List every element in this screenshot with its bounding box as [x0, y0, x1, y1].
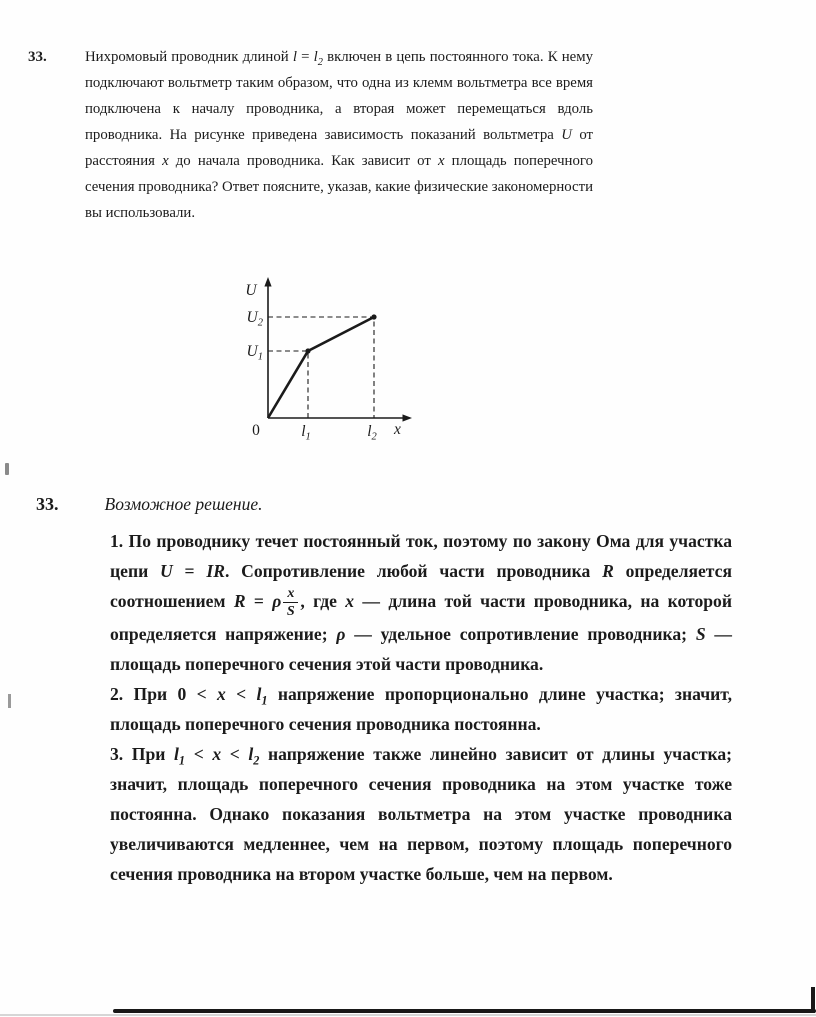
math-var-l: l: [292, 49, 297, 65]
problem-number: 33.: [28, 49, 47, 65]
data-point-l2-u2: [371, 314, 376, 319]
math-var-R: R: [233, 591, 246, 612]
solution-header: [36, 494, 263, 515]
text-run: — длина той части проводника, на которой определяется напряжение;: [110, 591, 732, 644]
math-var-x: x: [212, 743, 222, 764]
guide-u2-l2: [268, 317, 374, 418]
label-U: U: [245, 282, 257, 299]
text-run: напряжение пропорционально длине участка; значит, площадь поперечного сечения проводника постоянна.: [110, 683, 732, 734]
text-run: — площадь поперечного сечения этой части проводника.: [110, 623, 732, 674]
text-run: включен в цепь постоянного тока. К нему подключают вольтметр таким образом, что одна из клемм вольтметра все время подключена к началу проводника, а вторая может перемещаться вдоль проводника. На рисунке приведена зависимость показаний вольтметра: [85, 49, 593, 143]
data-point-l1-u1: [305, 348, 310, 353]
solution-paragraph-3: [110, 739, 732, 889]
text-run: до начала проводника. Как зависит от: [168, 153, 438, 169]
math-var-R: R: [602, 561, 614, 581]
solution-paragraph-2: [110, 679, 732, 739]
text-run: ,: [300, 591, 305, 612]
scan-edge-shadow: [0, 1014, 816, 1016]
text-run: Нихромовый проводник длиной: [85, 49, 293, 65]
label-origin: 0: [252, 422, 260, 439]
text-run: =: [296, 49, 314, 65]
math-var-x: x: [345, 591, 355, 612]
math-var-U: U: [561, 127, 572, 143]
solution-body: [110, 526, 732, 889]
text-run: =: [245, 591, 273, 612]
label-l1: $l_1$: [301, 423, 311, 443]
math-var-l2: l: [248, 743, 254, 764]
subscript: 2: [317, 56, 323, 68]
label-U2: $U_2$: [246, 309, 263, 329]
text-run: 2. При: [110, 683, 178, 704]
u-x-graph: [226, 276, 418, 444]
text-run: площадь поперечного сечения проводника? Ответ поясните, указав, какие физические закономерности вы использовали.: [85, 153, 593, 221]
subscript: 2: [253, 753, 260, 768]
label-U1: $U_1$: [246, 343, 263, 363]
math-var-x: x: [162, 153, 169, 169]
fraction-x-over-S: [283, 586, 298, 619]
y-axis-arrow-icon: [264, 277, 271, 287]
math-var-U: U: [160, 561, 173, 581]
math-var-x: x: [217, 683, 226, 704]
text-run: — удельное сопротивление проводника;: [345, 623, 696, 644]
text-run: 1. По проводнику течет постоянный ток, поэтому по закону Ома для участка цепи: [110, 531, 732, 581]
scan-speck: [8, 694, 11, 708]
subscript: 1: [261, 693, 268, 708]
text-run: <: [221, 743, 249, 764]
math-var-IR: IR: [206, 561, 225, 581]
text-run: =: [172, 561, 207, 581]
text-run: . Сопротивление любой части проводника: [224, 561, 603, 581]
label-x: x: [394, 421, 401, 438]
problem-section: [28, 44, 593, 226]
text-run: определяется соотношением: [110, 561, 732, 612]
subscript: 1: [178, 753, 186, 768]
text-run: 0 <: [177, 683, 218, 704]
figure: [226, 276, 418, 449]
text-run: <: [185, 743, 213, 764]
solution-paragraph-1: [110, 526, 732, 679]
math-var-S: S: [695, 623, 706, 644]
scan-speck: [5, 463, 9, 475]
math-var-l1: l: [256, 683, 262, 704]
solution-number: 33.: [36, 494, 59, 514]
label-l2: $l_2$: [367, 423, 377, 443]
fraction-denominator: S: [286, 602, 295, 619]
text-run: где: [304, 591, 346, 612]
problem-paragraph: [85, 44, 593, 226]
solution-heading: Возможное решение.: [104, 494, 263, 514]
math-var-l2: l: [313, 49, 318, 65]
math-var-rho: ρ: [336, 623, 346, 644]
text-run: от расстояния: [85, 127, 593, 169]
x-axis-arrow-icon: [403, 414, 413, 421]
math-var-rho: ρ: [272, 591, 282, 612]
fraction-numerator: x: [283, 586, 298, 603]
text-run: напряжение также линейно зависит от длины участка; значит, площадь поперечного сечения проводника на этом участке тоже постоянна. Однако показания вольтметра на этом участке проводника увеличиваются медленнее, чем на первом, поэтому площадь поперечного сечения проводника на втором участке больше, чем на первом.: [110, 743, 732, 884]
u-curve: [268, 317, 374, 418]
text-run: <: [225, 683, 257, 704]
scan-edge-right: [811, 987, 815, 1013]
math-var-l1: l: [174, 743, 179, 764]
math-var-x: x: [437, 153, 445, 169]
text-run: 3. При: [110, 743, 175, 764]
scan-edge-bottom: [113, 1009, 816, 1013]
